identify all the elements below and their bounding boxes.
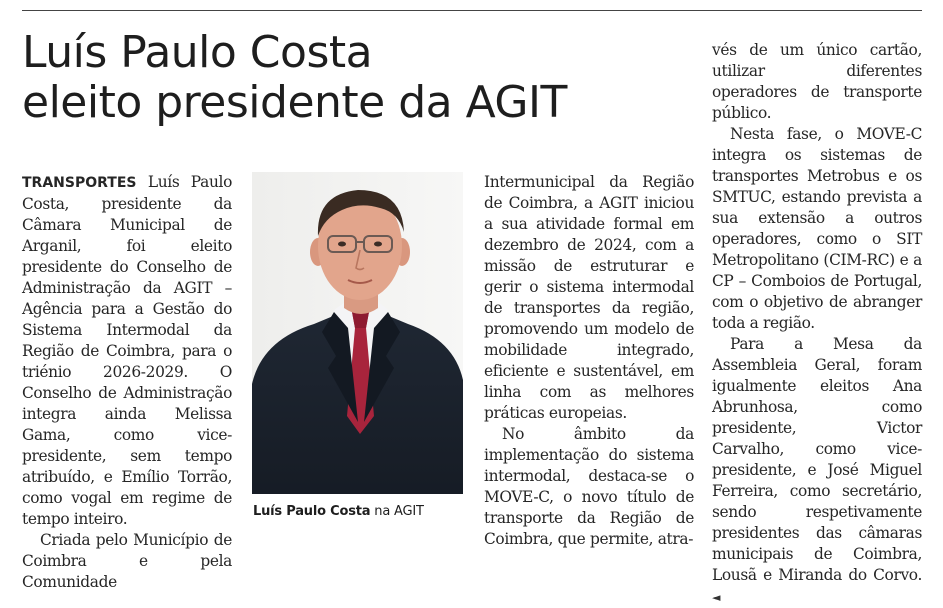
caption-text: na AGIT	[370, 504, 424, 519]
paragraph-text: Luís Paulo Costa, presidente da Câmara Municipal de Arganil, foi eleito presidente do Conselho de Administração da AGIT – Agência para a Gestão do Sistema Intermodal da Região de Coimbra, para o triénio 2026-2029. O Conselho de Administração integra ainda Melissa Gama, como vice-presidente, sem tempo atribuído, e Emílio Torrão, como vogal em regime de tempo inteiro.	[22, 173, 232, 528]
photo-caption	[253, 503, 468, 521]
headline-line-2: eleito presidente da AGIT	[22, 77, 567, 128]
article-column-3	[712, 40, 922, 608]
top-rule	[22, 10, 922, 11]
section-kicker: TRANSPORTES	[22, 175, 137, 191]
end-of-article-icon: ◄	[712, 591, 721, 604]
article-column-1	[22, 172, 232, 593]
paragraph: Nesta fase, o MOVE-C integra os sistemas de transportes Metrobus e os SMTUC, estando prevista a sua extensão a outros operadores, como o SIT Metropolitano (CIM-RC) e a CP – Comboios de Portugal, com o objetivo de abranger toda a região.	[712, 125, 922, 332]
paragraph: Intermunicipal da Região de Coimbra, a AGIT iniciou a sua atividade formal em dezembro de 2024, com a missão de estruturar e gerir o sistema intermodal de transportes da região, promovendo um modelo de mobilidade integrado, eficiente e sustentável, em linha com as melhores práticas europeias.	[484, 173, 694, 422]
article-column-2	[484, 172, 694, 550]
paragraph: vés de um único cartão, utilizar diferentes operadores de transporte público.	[712, 41, 922, 122]
headline-line-1: Luís Paulo Costa	[22, 27, 373, 78]
caption-name: Luís Paulo Costa	[253, 504, 371, 519]
portrait-illustration	[252, 172, 463, 494]
headline	[22, 28, 682, 128]
paragraph: No âmbito da implementação do sistema intermodal, destaca-se o MOVE-C, o novo título de transporte da Região de Coimbra, que permite, atra-	[484, 425, 694, 548]
paragraph	[22, 172, 232, 530]
paragraph-text: Para a Mesa da Assembleia Geral, foram igualmente eleitos Ana Abrunhosa, como presidente, Victor Carvalho, como vice-presidente, e José Miguel Ferreira, como secretário, sendo respetivamente presidentes das câmaras municipais de Coimbra, Lousã e Miranda do Corvo.	[712, 335, 922, 584]
paragraph: Criada pelo Município de Coimbra e pela Comunidade	[22, 531, 232, 591]
paragraph	[712, 334, 922, 608]
portrait-photo	[252, 172, 463, 494]
